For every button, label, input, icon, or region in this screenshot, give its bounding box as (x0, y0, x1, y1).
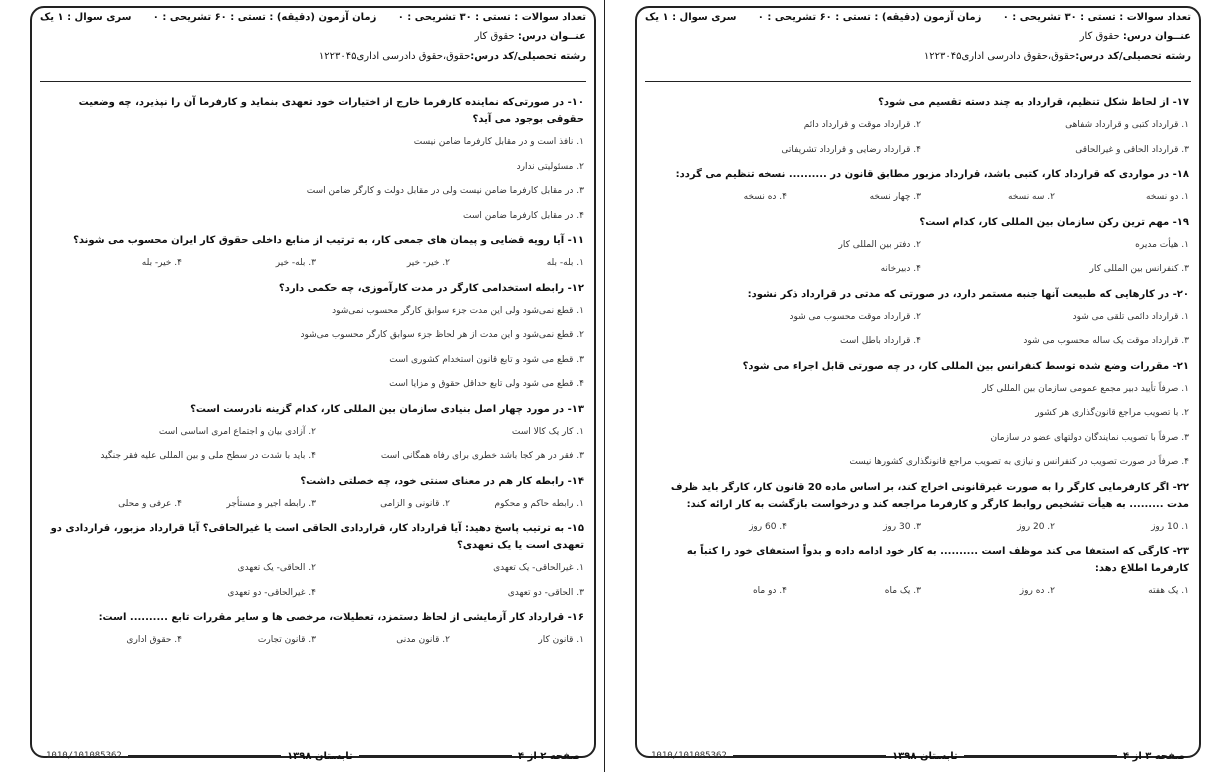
option[interactable]: ۳. قانون تجارت (257, 635, 316, 645)
footer-rule (359, 755, 512, 757)
option[interactable]: ۳. قرارداد الحاقی و غیرالحاقی (1075, 144, 1189, 155)
option[interactable]: ۲. قانون مدنی (396, 635, 450, 645)
option[interactable]: ۴. دبیرخانه (880, 264, 921, 274)
option[interactable]: ۳. قطع می شود و تابع قانون استخدام کشوری است (389, 354, 584, 365)
question-12: ۱۲- رابطه استخدامی کارگر در مدت کارآموزی، چه حکمی دارد؟ (278, 282, 584, 294)
exam-time: زمان آزمون (دقیقه) : تستی : ۶۰ تشریحی : ۰ (757, 11, 982, 23)
option[interactable]: ۴. قطع می شود ولی تابع حداقل حقوق و مزایا است (389, 379, 584, 389)
major-label: رشته تحصیلی/کد درس: (470, 50, 586, 62)
option[interactable]: ۳. کنفرانس بین المللی کار (1089, 264, 1189, 274)
header-separator (40, 81, 586, 82)
option[interactable]: ۲. الحاقی- یک تعهدی (237, 563, 316, 573)
option[interactable]: ۲. سه نسخه (1008, 192, 1055, 202)
page-number: صفحه ۳ از ۴ (1123, 750, 1185, 762)
exam-time: زمان آزمون (دقیقه) : تستی : ۶۰ تشریحی : ۰ (152, 11, 377, 23)
option[interactable]: ۳. فقر در هر کجا باشد خطری برای رفاه همگانی است (380, 451, 584, 461)
exam-header (645, 8, 1191, 66)
header-separator (645, 81, 1191, 82)
option[interactable]: ۴. ده نسخه (743, 192, 787, 202)
major-value: حقوق،حقوق دادرسی اداری۱۲۲۳۰۴۵ (318, 50, 471, 62)
exam-page-2 (18, 0, 608, 772)
page-footer (46, 748, 580, 764)
option[interactable]: ۲. قرارداد موقت محسوب می شود (789, 311, 921, 322)
question-10: ۱۰- در صورتی‌که نماینده کارفرما خارج از اختیارات خود تعهدی بنماید و کارفرما آن را نپذیرد، چه وضعیت حقوقی بوجود می آید؟ (78, 97, 584, 125)
question-18: ۱۸- در مواردی که قرارداد کار، کتبی باشد، قرارداد مزبور مطابق قانون در .......... نسخه تنظیم می گردد: (675, 169, 1189, 180)
page-number: صفحه ۲ از ۴ (518, 750, 580, 762)
option[interactable]: ۴. قرارداد باطل است (839, 336, 921, 346)
option[interactable]: ۲. آزادی بیان و اجتماع امری اساسی است (158, 426, 316, 437)
major-value: حقوق،حقوق دادرسی اداری۱۲۲۳۰۴۵ (923, 50, 1076, 62)
num-questions: تعداد سوالات : تستی : ۳۰ تشریحی : ۰ (1002, 11, 1191, 23)
question-13: ۱۳- در مورد چهار اصل بنیادی سازمان بین المللی کار، کدام گزینه نادرست است؟ (190, 403, 584, 415)
option[interactable]: ۲. قانونی و الزامی (380, 498, 450, 509)
option[interactable]: ۲. ده روز (1019, 586, 1055, 596)
question-17: ۱۷- از لحاظ شکل تنظیم، قرارداد به چند دسته تقسیم می شود؟ (878, 97, 1189, 108)
option[interactable]: ۴. عرفی و محلی (118, 498, 182, 509)
option[interactable]: ۳. الحاقی- دو تعهدی (507, 587, 584, 598)
course-title: حقوق کار (474, 30, 515, 42)
option[interactable]: ۳. قرارداد موقت یک ساله محسوب می شود (1023, 336, 1189, 346)
option[interactable]: ۳. یک ماه (884, 586, 921, 596)
option[interactable]: ۱. هیأت مدیره (1135, 239, 1189, 250)
option[interactable]: ۱. 10 روز (1151, 521, 1189, 532)
semester: تابستان ۱۳۹۸ (287, 750, 353, 762)
option[interactable]: ۳. صرفاً با تصویب نمایندگان دولتهای عضو در سازمان (990, 432, 1189, 443)
question-15: ۱۵- به ترتیب پاسخ دهید: آیا قرارداد کار، قراردادی الحاقی است یا غیرالحاقی؟ آیا قرارداد مزبور، قراردادی دو تعهدی است یا یک تعهدی؟ (50, 523, 584, 551)
option[interactable]: ۱. نافذ است و در مقابل کارفرما ضامن نیست (413, 137, 584, 147)
course-title: حقوق کار (1079, 30, 1120, 42)
option[interactable]: ۳. در مقابل کارفرما ضامن نیست ولی در مقابل دولت و کارگر ضامن است (306, 186, 584, 196)
option[interactable]: ۱. صرفاً تأیید دبیر مجمع عمومی سازمان بین المللی کار (982, 383, 1189, 394)
course-title-label: عنــوان درس: (1122, 30, 1191, 42)
option[interactable]: ۱. کار یک کالا است (511, 426, 584, 437)
option[interactable]: ۱. بله- بله (546, 258, 584, 268)
option[interactable]: ۴. خیر- بله (141, 258, 182, 268)
question-19: ۱۹- مهم ترین رکن سازمان بین المللی کار، کدام است؟ (919, 216, 1189, 228)
series: سری سوال : ۱ یک (40, 11, 132, 23)
question-21: ۲۱- مقررات وضع شده توسط کنفرانس بین المللی کار، در چه صورتی قابل اجراء می شود؟ (742, 360, 1189, 372)
footer-rule (128, 755, 281, 757)
option[interactable]: ۳. بله- خیر (275, 258, 316, 268)
option[interactable]: ۲. مسئولیتی ندارد (516, 161, 584, 172)
page-footer (651, 748, 1185, 764)
option[interactable]: ۴. باید با شدت در سطح ملی و بین المللی علیه فقر جنگید (100, 451, 316, 461)
option[interactable]: ۲. قرارداد موقت و قرارداد دائم (803, 120, 921, 130)
option[interactable]: ۳. چهار نسخه (869, 192, 921, 202)
num-questions: تعداد سوالات : تستی : ۳۰ تشریحی : ۰ (397, 11, 586, 23)
option[interactable]: ۱. قطع نمی‌شود ولی این مدت جزء سوابق کارگر محسوب نمی‌شود (332, 305, 584, 316)
option[interactable]: ۴. قرارداد رضایی و قرارداد تشریفاتی (781, 144, 921, 155)
question-14: ۱۴- رابطه کار هم در معنای سنتی خود، چه خصلتی داشت؟ (300, 475, 584, 487)
semester: تابستان ۱۳۹۸ (892, 750, 958, 762)
question-20: ۲۰- در کارهایی که طبیعت آنها جنبه مستمر دارد، در صورتی که مدتی در قرارداد ذکر نشود: (747, 288, 1189, 300)
exam-code: 1010/101085362 (650, 751, 727, 761)
option[interactable]: ۲. قطع نمی‌شود و این مدت از هر لحاظ جزء سوابق کارگر محسوب می‌شود (300, 330, 584, 340)
option[interactable]: ۲. 20 روز (1017, 521, 1055, 532)
option[interactable]: ۲. دفتر بین المللی کار (838, 239, 921, 250)
footer-rule (733, 755, 886, 757)
option[interactable]: ۴. حقوق اداری (126, 635, 182, 645)
option[interactable]: ۱. رابطه حاکم و محکوم (494, 498, 584, 509)
option[interactable]: ۳. 30 روز (883, 521, 921, 532)
question-23: ۲۳- کارگی که استعفا می کند موظف است .......... به کار خود ادامه داده و بدواً استعفای خود را کتباً به کارفرما اطلاع دهد: (686, 546, 1189, 574)
major-label: رشته تحصیلی/کد درس: (1075, 50, 1191, 62)
option[interactable]: ۴. صرفاً در صورت تصویب در کنفرانس و نیازی به تصویب مراجع قانونگذاری کشورها نیست (849, 457, 1189, 467)
option[interactable]: ۳. رابطه اجیر و مستأجر (226, 498, 316, 509)
exam-header (40, 8, 586, 66)
option[interactable]: ۱. دو نسخه (1146, 192, 1189, 202)
option[interactable]: ۱. قانون کار (538, 635, 584, 645)
course-title-label: عنــوان درس: (517, 30, 586, 42)
option[interactable]: ۱. غیرالحاقی- یک تعهدی (493, 563, 584, 573)
exam-page-3 (623, 0, 1210, 772)
option[interactable]: ۱. قرارداد دائمی تلقی می شود (1072, 311, 1189, 322)
option[interactable]: ۴. 60 روز (749, 521, 787, 532)
option[interactable]: ۴. دو ماه (752, 586, 787, 596)
question-16: ۱۶- قرارداد کار آزمایشی از لحاظ دستمزد، تعطیلات، مرخصی ها و سایر مقررات تابع .......... است: (98, 612, 584, 623)
option[interactable]: ۴. در مقابل کارفرما ضامن است (463, 210, 584, 221)
option[interactable]: ۴. غیرالحاقی- دو تعهدی (227, 587, 316, 598)
questions-list (653, 90, 1189, 604)
option[interactable]: ۱. یک هفته (1148, 586, 1189, 596)
questions-list (48, 90, 584, 653)
question-22: ۲۲- اگر کارفرمایی کارگر را به صورت غیرقانونی اخراج کند، بر اساس ماده 20 قانون کار، کارگر باید ظرف مدت ......... به هیأت تشخیص روابط کارگر و کارفرما مراجعه کند و درخواست بازگشت به کار ارائه کند: (670, 481, 1189, 510)
exam-code: 1010/101085362 (45, 751, 122, 761)
option[interactable]: ۲. خیر- خیر (406, 258, 450, 268)
option[interactable]: ۱. قرارداد کتبی و قرارداد شفاهی (1065, 120, 1189, 130)
series: سری سوال : ۱ یک (645, 11, 737, 23)
footer-rule (964, 755, 1117, 757)
question-11: ۱۱- آیا رویه قضایی و پیمان های جمعی کار، به ترتیب از منابع داخلی حقوق کار ایران محسوب می شوند؟ (73, 235, 584, 246)
option[interactable]: ۲. با تصویب مراجع قانون‌گذاری هر کشور (1035, 408, 1189, 418)
